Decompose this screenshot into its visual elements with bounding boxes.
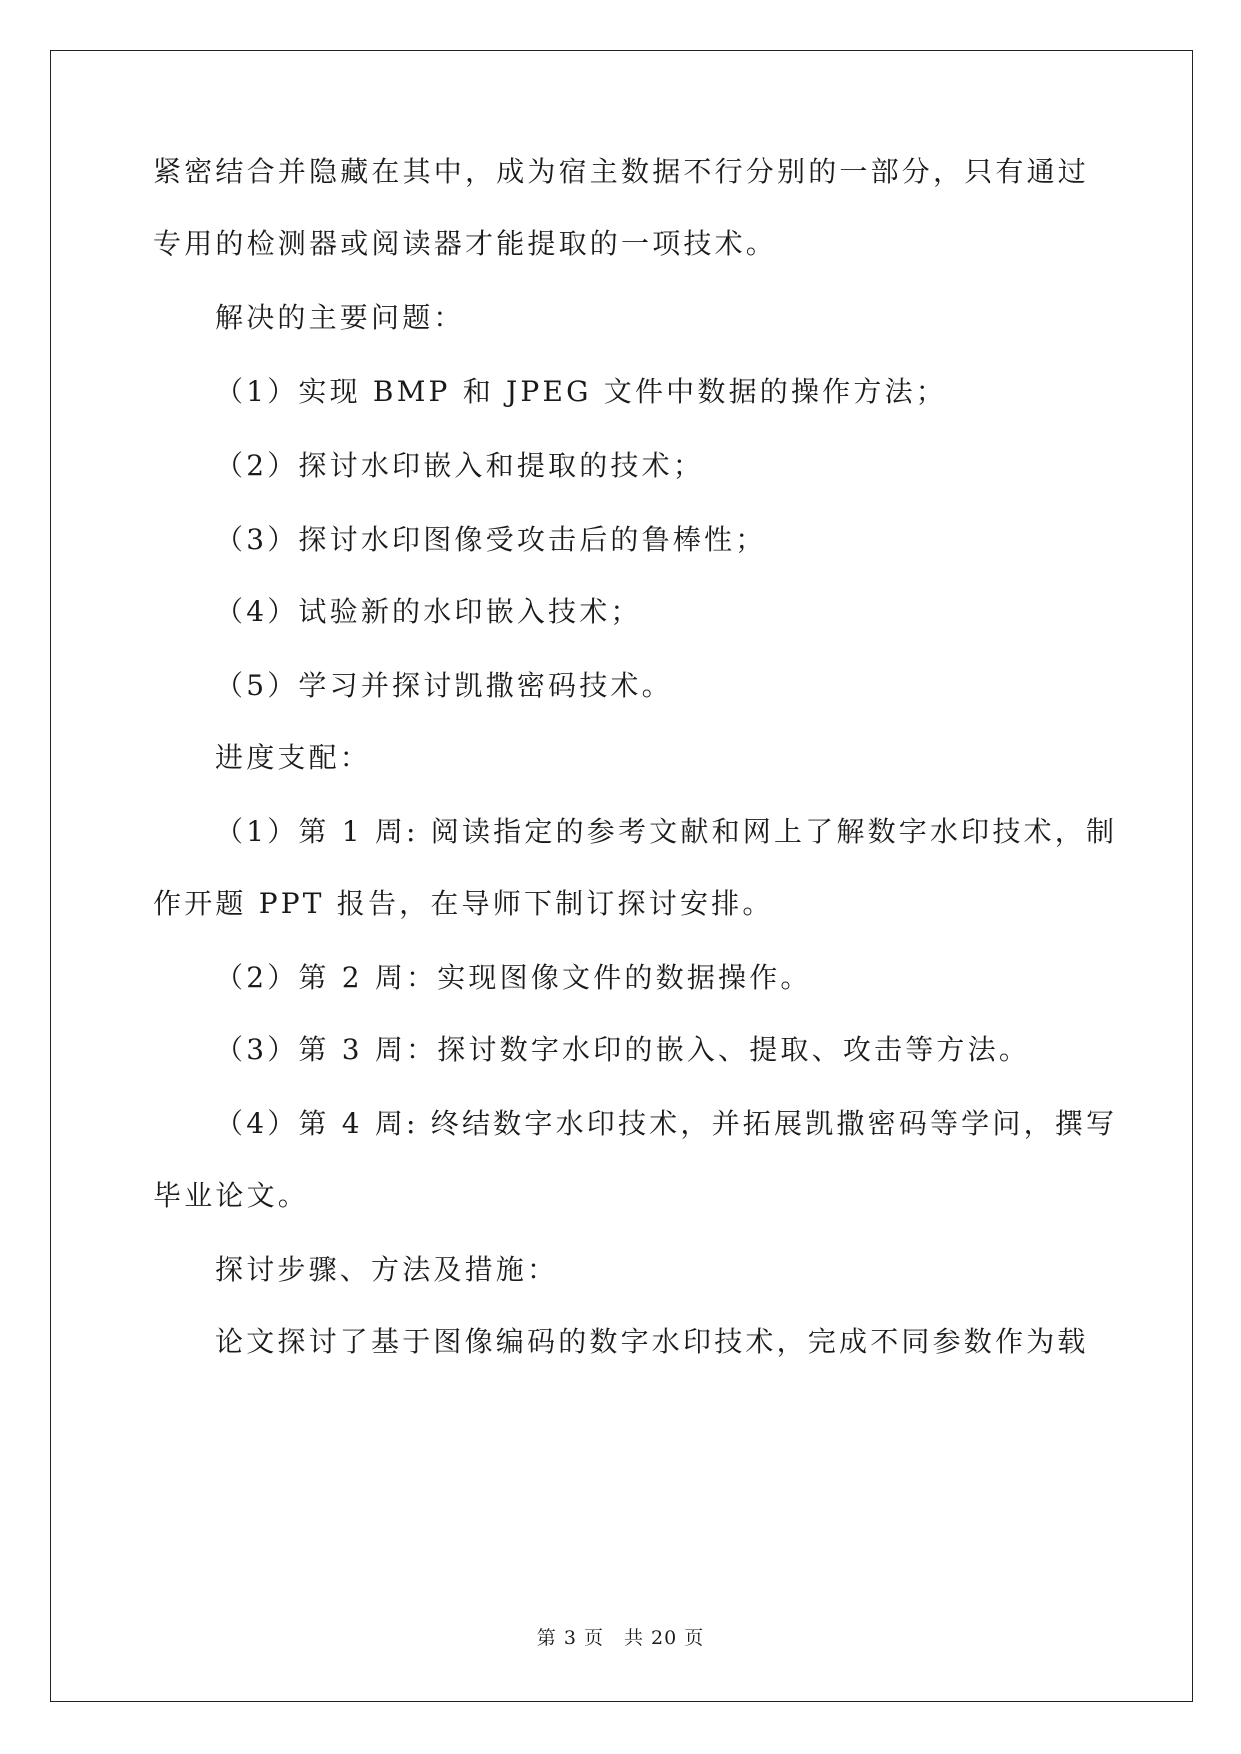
body-text-line: 毕业论文。 [153,1179,310,1212]
list-item: （4）试验新的水印嵌入技术； [215,595,642,628]
page-total: 共 20 页 [623,1627,705,1649]
section-heading: 解决的主要问题： [215,301,465,334]
page-number: 第 3 页 [536,1627,604,1649]
list-item: （3）第 3 周：探讨数字水印的嵌入、提取、攻击等方法。 [215,1033,1031,1066]
list-item: （2）第 2 周：实现图像文件的数据操作。 [215,961,812,994]
list-item: （5）学习并探讨凯撒密码技术。 [215,669,673,702]
section-heading: 进度支配： [215,741,372,774]
list-item: （1）实现 BMP 和 JPEG 文件中数据的操作方法； [215,375,947,408]
list-item: （1）第 1 周: 阅读指定的参考文献和网上了解数字水印技术，制 [215,815,1118,848]
list-item: （2）探讨水印嵌入和提取的技术； [215,449,705,482]
page-footer [0,1626,1241,1650]
section-heading: 探讨步骤、方法及措施： [215,1253,559,1286]
list-item: （3）探讨水印图像受攻击后的鲁棒性； [215,523,767,556]
body-text-line: 论文探讨了基于图像编码的数字水印技术，完成不同参数作为载 [215,1325,1089,1358]
body-text-line: 作开题 PPT 报告，在导师下制订探讨安排。 [153,887,774,920]
body-text-line: 紧密结合并隐藏在其中，成为宿主数据不行分别的一部分，只有通过 [153,155,1090,188]
list-item: （4）第 4 周: 终结数字水印技术，并拓展凯撒密码等学问，撰写 [215,1107,1118,1140]
body-text-line: 专用的检测器或阅读器才能提取的一项技术。 [153,227,778,260]
